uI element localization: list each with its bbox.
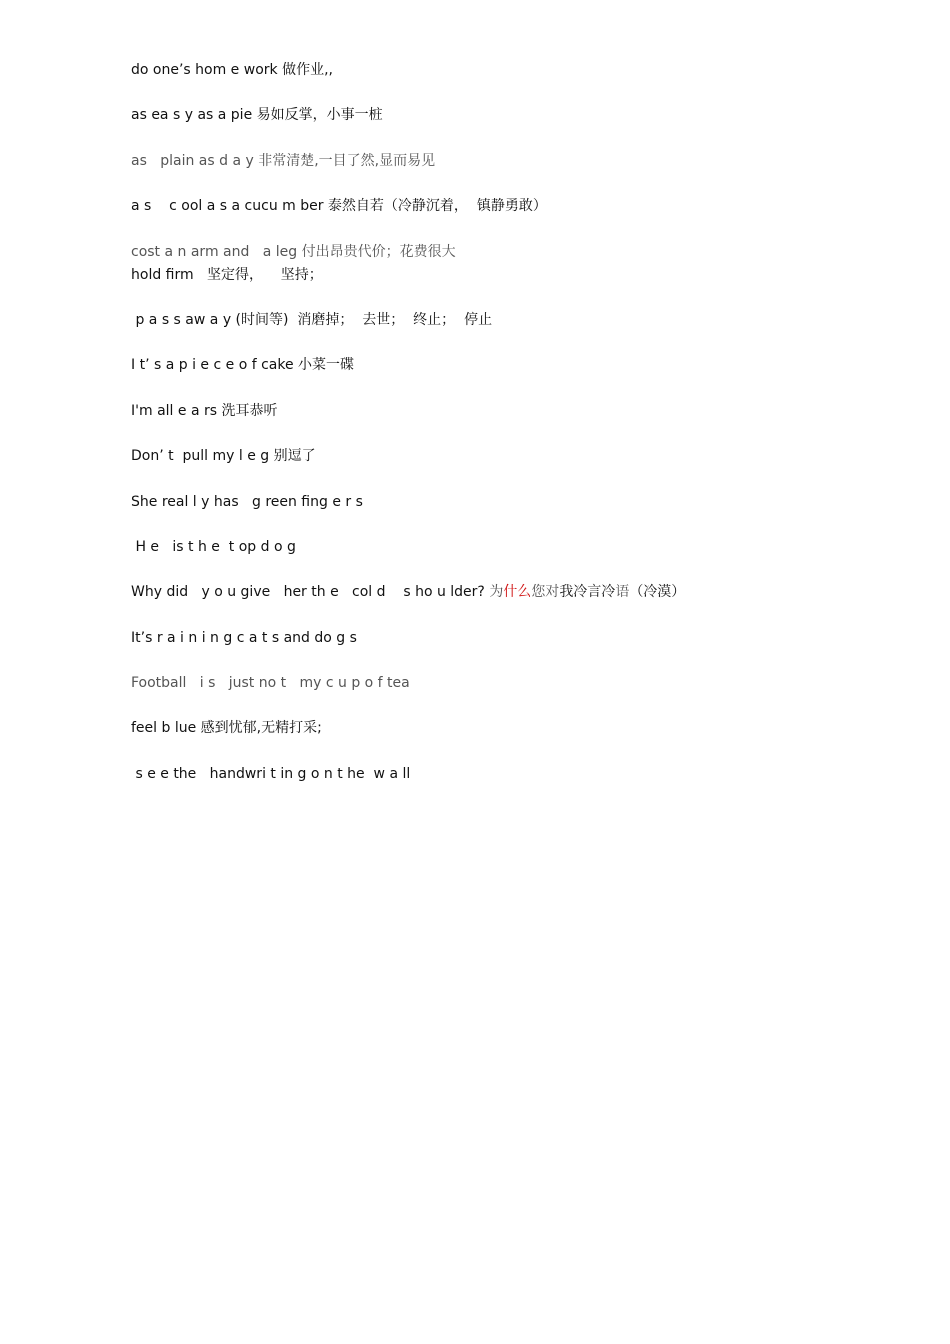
idiom-line-cup-of-tea: Football i s just no t my c u p o f tea xyxy=(131,675,410,692)
idiom-line-piece-of-cake: I t’ s a p i e c e o f cake 小菜一碟 xyxy=(131,357,355,374)
cold-shoulder-zh-2: 什么 xyxy=(503,584,532,601)
cold-shoulder-zh-5: 语 xyxy=(615,584,630,601)
idiom-line-handwriting-on-wall: s e e the handwri t in g o n t he w a ll xyxy=(131,765,411,782)
idiom-line-cold-shoulder xyxy=(131,582,891,602)
cold-shoulder-zh-1: 为 xyxy=(489,584,504,601)
idiom-line-pass-away: p a s s aw a y (时间等) 消磨掉； 去世； 终止； 停止 xyxy=(131,311,493,328)
idiom-line-raining-cats-dogs: It’s r a i n i n g c a t s and do g s xyxy=(131,629,357,646)
idiom-line-plain-as-day: as plain as d a y 非常清楚,一目了然,显而易见 xyxy=(131,152,436,169)
idiom-line-green-fingers: She real l y has g reen fing e r s xyxy=(131,493,363,510)
idiom-line-hold-firm: hold firm 坚定得， 坚持； xyxy=(131,266,323,283)
idiom-line-cost-an-arm: cost a n arm and a leg 付出昂贵代价；花费很大 xyxy=(131,243,456,260)
cold-shoulder-zh-3: 您对 xyxy=(531,584,560,601)
idiom-line-pull-my-leg: Don’ t pull my l e g 别逗了 xyxy=(131,448,316,465)
document-page xyxy=(131,60,891,809)
idiom-line-top-dog: H e is t h e t op d o g xyxy=(131,538,296,555)
idiom-line-cool-as-cucumber: a s c ool a s a cucu m ber 泰然自若（冷静沉着， 镇静勇敢） xyxy=(131,198,547,215)
idiom-line-feel-blue: feel b lue 感到忧郁,无精打采; xyxy=(131,720,322,737)
idiom-line-homework: do one’s hom e work 做作业,, xyxy=(131,62,333,78)
cold-shoulder-english: Why did y o u give her th e col d s ho u lder? xyxy=(131,584,490,601)
cold-shoulder-zh-6: （冷漠） xyxy=(629,584,686,601)
idiom-line-all-ears: I'm all e a rs 洗耳恭听 xyxy=(131,402,278,419)
idiom-line-easy-as-pie: as ea s y as a pie 易如反掌，小事一桩 xyxy=(131,107,383,124)
cold-shoulder-zh-4: 我冷言冷 xyxy=(559,584,616,601)
